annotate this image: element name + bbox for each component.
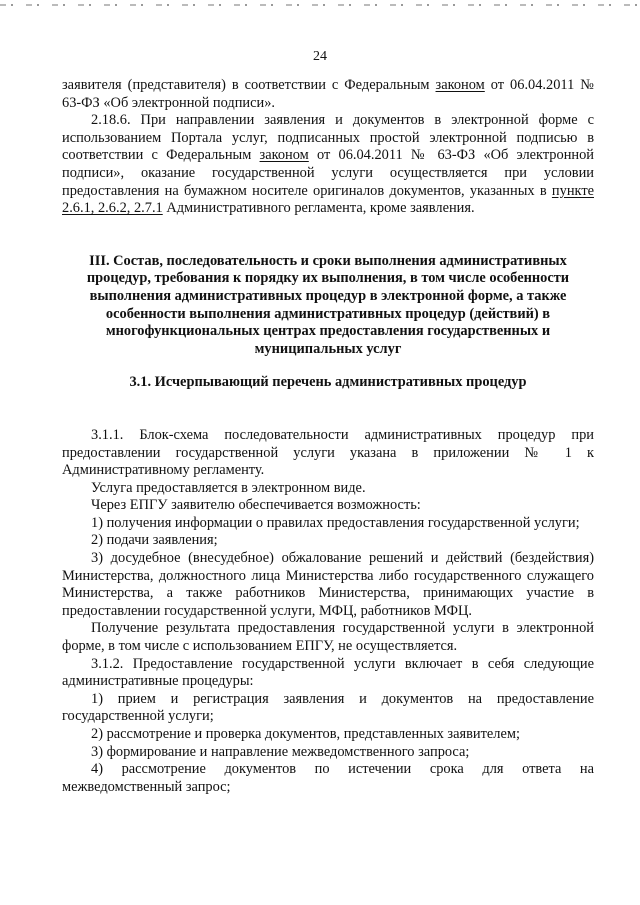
paragraph: Услуга предоставляется в электронном виде.: [91, 479, 366, 496]
list-item: 1) получения информации о правилах предоставления государственной услуги;: [91, 514, 580, 531]
text-run: от 06.04.2011 № 63-ФЗ «Об электронной подписи».: [62, 77, 594, 111]
text-run: заявителя (представителя) в соответствии с Федеральным: [62, 77, 436, 93]
text-run: от 06.04.2011 № 63-ФЗ «Об электронной подписи», оказание государственной услуги осуществляется при условии предоставления на бумажном носителе оригиналов документов, указанных в: [62, 147, 594, 199]
paragraph: Через ЕПГУ заявителю обеспечивается возможность:: [91, 497, 421, 514]
text-run: Административного регламента, кроме заявления.: [162, 200, 475, 217]
paragraph-2-18-6: [62, 112, 594, 218]
list-item: 4) рассмотрение документов по истечении срока для ответа на межведомственный запрос;: [62, 761, 594, 795]
law-link[interactable]: законом: [435, 77, 485, 93]
paragraph: 3.1.1. Блок-схема последовательности административных процедур при предоставлении государственной услуги указана в приложении № 1 к Административному регламенту.: [62, 426, 594, 479]
clause-link[interactable]: пункте 2.6.1, 2.6.2, 2.7.1: [62, 182, 594, 217]
document-body: [62, 77, 594, 796]
spacer: [62, 392, 594, 427]
list-item: 3) формирование и направление межведомственного запроса;: [91, 743, 470, 760]
list-item: 1) прием и регистрация заявления и документов на предоставление государственной услуги;: [62, 690, 594, 725]
list-item: 3) досудебное (внесудебное) обжалование решений и действий (бездействия) Министерства, должностного лица Министерства либо государственного служащего Министерства, а также работников Министерства, принимающих участие в предоставлении государственной услуги, МФЦ, работников МФЦ.: [62, 550, 594, 619]
scan-artifact-line: [0, 4, 640, 6]
text-run: 2.18.6. При направлении заявления и документов в электронной форме с использованием Портала услуг, подписанных простой электронной подписью в соответствии с Федеральным: [62, 112, 594, 164]
list-item: 2) подачи заявления;: [91, 532, 218, 549]
section-heading: III. Состав, последовательность и сроки выполнения административных процедур, требования к порядку их выполнения, в том числе особенности выполнения административных процедур в электронной форме, а также особенности выполнения административных процедур (действий) в многофункциональных центрах предоставления государственных и муниципальных услуг: [86, 252, 570, 357]
subsection-heading: 3.1. Исчерпывающий перечень административных процедур: [129, 374, 527, 391]
paragraph: 3.1.2. Предоставление государственной услуги включает в себя следующие административные процедуры:: [62, 655, 594, 690]
paragraph-continuation: [62, 77, 594, 112]
paragraph: Получение результата предоставления государственной услуги в электронной форме, в том числе с использованием ЕПГУ, не осуществляется.: [62, 620, 594, 655]
spacer: [62, 218, 594, 253]
list-item: 2) рассмотрение и проверка документов, представленных заявителем;: [91, 726, 520, 742]
page-number: 24: [313, 49, 327, 64]
spacer: [62, 358, 594, 374]
law-link[interactable]: законом: [259, 147, 309, 164]
